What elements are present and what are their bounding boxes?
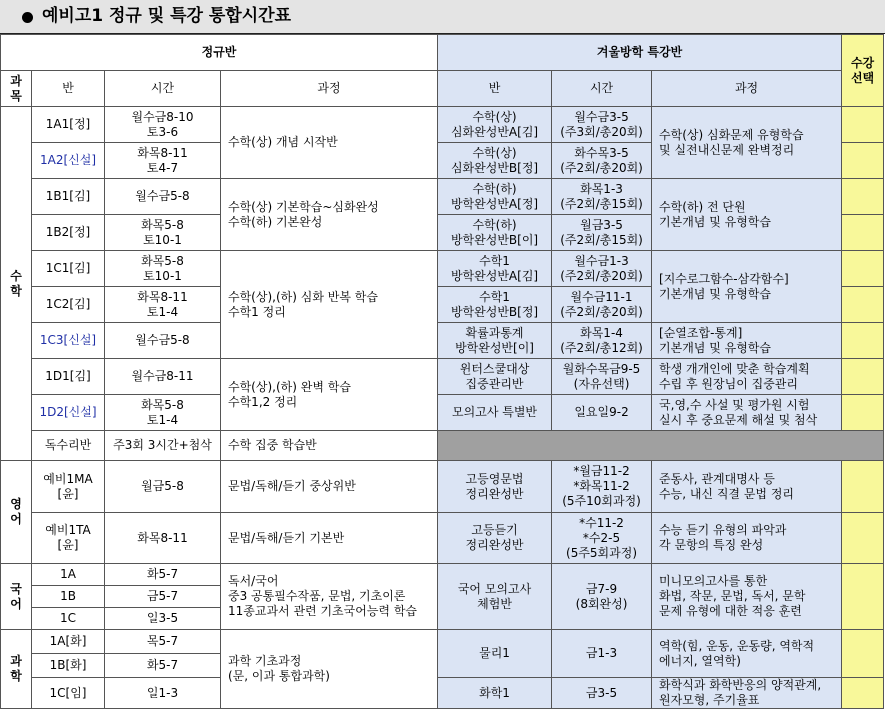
time-cell: 화목5-8 토1-4 bbox=[105, 395, 221, 431]
class-cell: 1A1[정] bbox=[32, 107, 105, 143]
subject-header: 과 목 bbox=[1, 71, 32, 107]
sp-course-cell: 학생 개개인에 맞춘 학습계획 수립 후 원장님이 집중관리 bbox=[652, 359, 842, 395]
time-cell: 화목5-8 토10-1 bbox=[105, 251, 221, 287]
select-cell[interactable] bbox=[842, 107, 884, 143]
empty-gray-cell bbox=[438, 431, 884, 461]
sp-course-cell: 미니모의고사를 통한 화법, 작문, 문법, 독서, 문학 문제 유형에 대한 적응 훈련 bbox=[652, 564, 842, 630]
sp-class-cell: 수학(상) 심화완성반A[김] bbox=[438, 107, 552, 143]
class-cell: 1A bbox=[32, 564, 105, 586]
select-cell[interactable] bbox=[842, 359, 884, 395]
select-cell[interactable] bbox=[842, 461, 884, 513]
select-cell[interactable] bbox=[842, 323, 884, 359]
table-row bbox=[1, 107, 884, 143]
bullet-icon bbox=[22, 12, 33, 23]
class-header: 반 bbox=[32, 71, 105, 107]
sp-time-cell: 화목1-4 (주2회/총12회) bbox=[552, 323, 652, 359]
sp-time-cell: 화목1-3 (주2회/총15회) bbox=[552, 179, 652, 215]
select-cell[interactable] bbox=[842, 630, 884, 678]
time-cell: 화목8-11 bbox=[105, 513, 221, 564]
sp-class-cell: 물리1 bbox=[438, 630, 552, 678]
subject-math: 수 학 bbox=[1, 107, 32, 461]
title-bar bbox=[0, 0, 885, 34]
sp-class-cell: 수학1 방학완성반B[정] bbox=[438, 287, 552, 323]
table-row bbox=[1, 630, 884, 654]
table-row bbox=[1, 564, 884, 586]
class-cell: 예비1TA [윤] bbox=[32, 513, 105, 564]
select-cell[interactable] bbox=[842, 564, 884, 630]
select-cell[interactable] bbox=[842, 395, 884, 431]
sp-time-cell: 월수금11-1 (주2회/총20회) bbox=[552, 287, 652, 323]
time-cell: 월금5-8 bbox=[105, 461, 221, 513]
sp-time-cell: 금1-3 bbox=[552, 630, 652, 678]
time-cell: 일3-5 bbox=[105, 608, 221, 630]
subject-science: 과 학 bbox=[1, 630, 32, 709]
page-title: 예비고1 정규 및 특강 통합시간표 bbox=[42, 6, 291, 26]
sp-class-cell: 수학(상) 심화완성반B[정] bbox=[438, 143, 552, 179]
winter-header: 겨울방학 특강반 bbox=[438, 35, 842, 71]
sp-time-cell: 월금3-5 (주2회/총15회) bbox=[552, 215, 652, 251]
course-cell: 독서/국어 중3 공통필수작품, 문법, 기초이론 11종교과서 관련 기초국어능력 학습 bbox=[221, 564, 438, 630]
time-cell: 월수금8-11 bbox=[105, 359, 221, 395]
sp-time-cell: 화수목3-5 (주2회/총20회) bbox=[552, 143, 652, 179]
sp-time-cell: 월화수목금9-5 (자유선택) bbox=[552, 359, 652, 395]
sp-class-cell: 국어 모의고사 체험반 bbox=[438, 564, 552, 630]
class-cell: 1B1[김] bbox=[32, 179, 105, 215]
select-cell[interactable] bbox=[842, 215, 884, 251]
sp-time-cell: 월수금3-5 (주3회/총20회) bbox=[552, 107, 652, 143]
course-cell: 과학 기초과정 (문, 이과 통합과학) bbox=[221, 630, 438, 709]
sp-time-cell: 월수금1-3 (주2회/총20회) bbox=[552, 251, 652, 287]
sp-course-cell: 수학(하) 전 단원 기본개념 및 유형학습 bbox=[652, 179, 842, 251]
course-header: 과정 bbox=[221, 71, 438, 107]
sp-time-cell: *월금11-2 *화목11-2 (5주10회과정) bbox=[552, 461, 652, 513]
sp-class-cell: 고등영문법 정리완성반 bbox=[438, 461, 552, 513]
sp-class-cell: 확률과통계 방학완성반[이] bbox=[438, 323, 552, 359]
timetable bbox=[0, 34, 884, 709]
time-cell: 월수금8-10 토3-6 bbox=[105, 107, 221, 143]
select-cell[interactable] bbox=[842, 513, 884, 564]
course-cell: 수학 집중 학습반 bbox=[221, 431, 438, 461]
time-header: 시간 bbox=[105, 71, 221, 107]
subject-english: 영 어 bbox=[1, 461, 32, 564]
time-cell: 금5-7 bbox=[105, 586, 221, 608]
sp-course-cell: 수능 듣기 유형의 파악과 각 문항의 특징 완성 bbox=[652, 513, 842, 564]
class-cell: 1C bbox=[32, 608, 105, 630]
sp-class-header: 반 bbox=[438, 71, 552, 107]
class-cell: 1B[화] bbox=[32, 654, 105, 678]
subject-korean: 국 어 bbox=[1, 564, 32, 630]
time-cell: 화5-7 bbox=[105, 654, 221, 678]
sp-class-cell: 수학(하) 방학완성반A[정] bbox=[438, 179, 552, 215]
class-cell: 1B bbox=[32, 586, 105, 608]
course-cell: 문법/독해/듣기 중상위반 bbox=[221, 461, 438, 513]
sp-class-cell: 수학(하) 방학완성반B[이] bbox=[438, 215, 552, 251]
class-cell: 1D2[신설] bbox=[32, 395, 105, 431]
select-cell[interactable] bbox=[842, 287, 884, 323]
time-cell: 화목8-11 토1-4 bbox=[105, 287, 221, 323]
class-cell: 1C3[신설] bbox=[32, 323, 105, 359]
class-cell: 1D1[김] bbox=[32, 359, 105, 395]
class-cell: 1C[임] bbox=[32, 678, 105, 709]
table-row bbox=[1, 395, 884, 431]
sp-time-header: 시간 bbox=[552, 71, 652, 107]
time-cell: 화5-7 bbox=[105, 564, 221, 586]
sp-time-cell: 금3-5 bbox=[552, 678, 652, 709]
sp-class-cell: 윈터스쿨대상 집중관리반 bbox=[438, 359, 552, 395]
class-cell: 1C1[김] bbox=[32, 251, 105, 287]
class-cell: 독수리반 bbox=[32, 431, 105, 461]
course-cell: 수학(상),(하) 완벽 학습 수학1,2 정리 bbox=[221, 359, 438, 431]
class-cell: 1A[화] bbox=[32, 630, 105, 654]
course-cell: 문법/독해/듣기 기본반 bbox=[221, 513, 438, 564]
table-row bbox=[1, 359, 884, 395]
course-cell: 수학(상) 기본학습~심화완성 수학(하) 기본완성 bbox=[221, 179, 438, 251]
regular-header: 정규반 bbox=[1, 35, 438, 71]
sp-course-cell: 준동사, 관계대명사 등 수능, 내신 직결 문법 정리 bbox=[652, 461, 842, 513]
table-row bbox=[1, 678, 884, 709]
course-cell: 수학(상) 개념 시작반 bbox=[221, 107, 438, 179]
sp-time-cell: 금7-9 (8회완성) bbox=[552, 564, 652, 630]
select-cell[interactable] bbox=[842, 251, 884, 287]
time-cell: 화목8-11 토4-7 bbox=[105, 143, 221, 179]
sp-time-cell: *수11-2 *수2-5 (5주5회과정) bbox=[552, 513, 652, 564]
table-row bbox=[1, 323, 884, 359]
select-cell[interactable] bbox=[842, 678, 884, 709]
select-cell[interactable] bbox=[842, 143, 884, 179]
sp-course-cell: [순열조합-통계] 기본개념 및 유형학습 bbox=[652, 323, 842, 359]
table-row bbox=[1, 179, 884, 215]
sp-class-cell: 고등듣기 정리완성반 bbox=[438, 513, 552, 564]
class-cell: 예비1MA [윤] bbox=[32, 461, 105, 513]
sp-course-cell: 화학식과 화학반응의 양적관계, 원자모형, 주기율표 bbox=[652, 678, 842, 709]
table-row bbox=[1, 461, 884, 513]
time-cell: 일1-3 bbox=[105, 678, 221, 709]
apply-header: 수강 선택 bbox=[842, 35, 884, 107]
sp-class-cell: 수학1 방학완성반A[김] bbox=[438, 251, 552, 287]
class-cell: 1B2[정] bbox=[32, 215, 105, 251]
table-row bbox=[1, 431, 884, 461]
sp-course-cell: [지수로그함수-삼각함수] 기본개념 및 유형학습 bbox=[652, 251, 842, 323]
table-row bbox=[1, 251, 884, 287]
select-cell[interactable] bbox=[842, 179, 884, 215]
time-cell: 주3회 3시간+첨삭 bbox=[105, 431, 221, 461]
class-cell: 1C2[김] bbox=[32, 287, 105, 323]
sp-class-cell: 모의고사 특별반 bbox=[438, 395, 552, 431]
sp-course-cell: 역학(힘, 운동, 운동량, 역학적 에너지, 열역학) bbox=[652, 630, 842, 678]
time-cell: 월수금5-8 bbox=[105, 323, 221, 359]
sp-course-header: 과정 bbox=[652, 71, 842, 107]
sp-course-cell: 국,영,수 사설 및 평가원 시험 실시 후 중요문제 해설 및 첨삭 bbox=[652, 395, 842, 431]
time-cell: 목5-7 bbox=[105, 630, 221, 654]
class-cell: 1A2[신설] bbox=[32, 143, 105, 179]
time-cell: 월수금5-8 bbox=[105, 179, 221, 215]
time-cell: 화목5-8 토10-1 bbox=[105, 215, 221, 251]
sp-class-cell: 화학1 bbox=[438, 678, 552, 709]
table-row bbox=[1, 513, 884, 564]
course-cell: 수학(상),(하) 심화 반복 학습 수학1 정리 bbox=[221, 251, 438, 359]
sp-time-cell: 일요일9-2 bbox=[552, 395, 652, 431]
sp-course-cell: 수학(상) 심화문제 유형학습 및 실전내신문제 완벽정리 bbox=[652, 107, 842, 179]
